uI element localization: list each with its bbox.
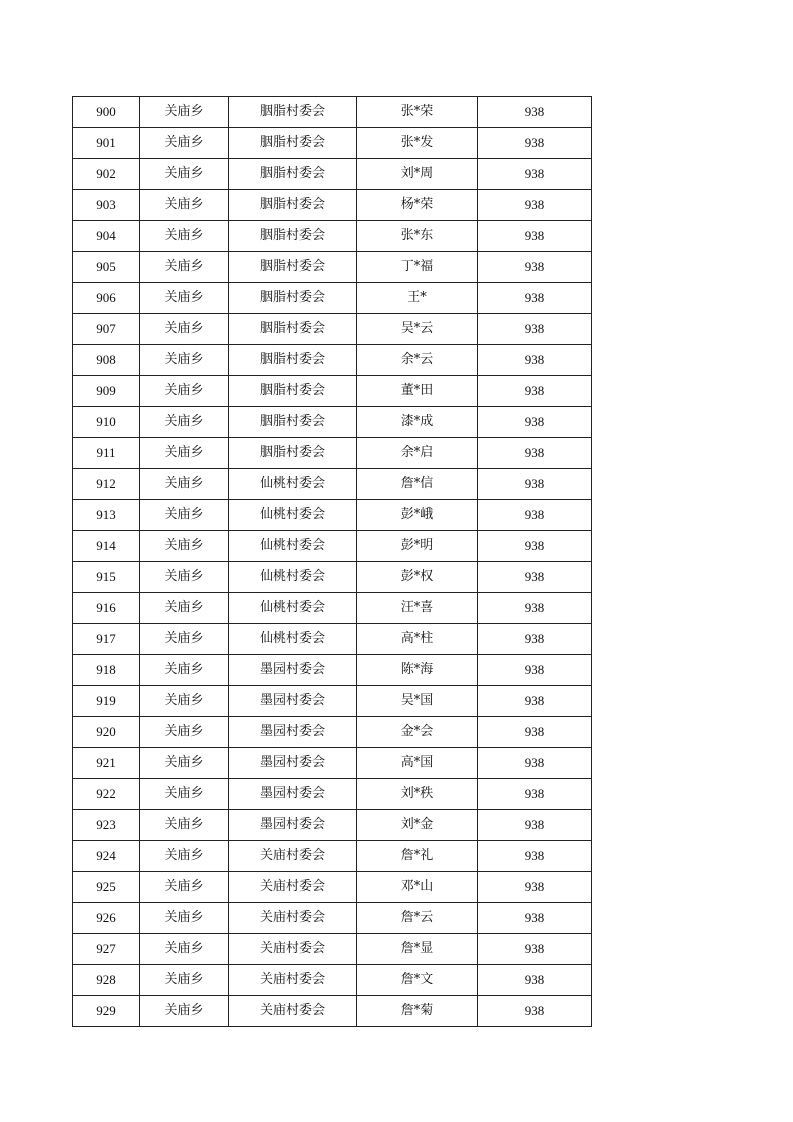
village-committee-cell: 胭脂村委会 [229,314,357,345]
table-row [73,190,592,221]
amount-cell: 938 [478,686,592,717]
table-row [73,469,592,500]
village-committee-cell: 胭脂村委会 [229,283,357,314]
table-row [73,159,592,190]
township-cell: 关庙乡 [140,562,229,593]
table-row [73,903,592,934]
serial-number-cell: 919 [73,686,140,717]
table-row [73,748,592,779]
village-committee-cell: 关庙村委会 [229,996,357,1027]
table-row [73,872,592,903]
person-name-cell: 漆*成 [357,407,478,438]
person-name-cell: 张*荣 [357,97,478,128]
person-name-cell: 丁*福 [357,252,478,283]
amount-cell: 938 [478,562,592,593]
village-committee-cell: 关庙村委会 [229,934,357,965]
village-committee-cell: 胭脂村委会 [229,97,357,128]
village-committee-cell: 关庙村委会 [229,965,357,996]
amount-cell: 938 [478,345,592,376]
person-name-cell: 高*柱 [357,624,478,655]
table-row [73,531,592,562]
amount-cell: 938 [478,934,592,965]
serial-number-cell: 922 [73,779,140,810]
serial-number-cell: 906 [73,283,140,314]
amount-cell: 938 [478,407,592,438]
amount-cell: 938 [478,872,592,903]
table-row [73,810,592,841]
person-name-cell: 邓*山 [357,872,478,903]
township-cell: 关庙乡 [140,624,229,655]
person-name-cell: 金*会 [357,717,478,748]
village-committee-cell: 仙桃村委会 [229,562,357,593]
serial-number-cell: 913 [73,500,140,531]
table-row [73,562,592,593]
subsidy-list-table [72,96,592,1027]
serial-number-cell: 907 [73,314,140,345]
township-cell: 关庙乡 [140,407,229,438]
person-name-cell: 董*田 [357,376,478,407]
table-row [73,686,592,717]
amount-cell: 938 [478,314,592,345]
serial-number-cell: 918 [73,655,140,686]
serial-number-cell: 924 [73,841,140,872]
serial-number-cell: 914 [73,531,140,562]
serial-number-cell: 920 [73,717,140,748]
village-committee-cell: 胭脂村委会 [229,252,357,283]
village-committee-cell: 胭脂村委会 [229,159,357,190]
table-row [73,221,592,252]
village-committee-cell: 仙桃村委会 [229,469,357,500]
table-body [73,97,592,1027]
serial-number-cell: 900 [73,97,140,128]
township-cell: 关庙乡 [140,996,229,1027]
amount-cell: 938 [478,810,592,841]
person-name-cell: 高*国 [357,748,478,779]
serial-number-cell: 904 [73,221,140,252]
person-name-cell: 彭*权 [357,562,478,593]
village-committee-cell: 墨园村委会 [229,717,357,748]
table-row [73,779,592,810]
village-committee-cell: 胭脂村委会 [229,190,357,221]
village-committee-cell: 关庙村委会 [229,872,357,903]
township-cell: 关庙乡 [140,221,229,252]
table-row [73,97,592,128]
township-cell: 关庙乡 [140,655,229,686]
amount-cell: 938 [478,500,592,531]
person-name-cell: 余*云 [357,345,478,376]
township-cell: 关庙乡 [140,345,229,376]
table-row [73,314,592,345]
table-row [73,376,592,407]
village-committee-cell: 仙桃村委会 [229,500,357,531]
township-cell: 关庙乡 [140,748,229,779]
township-cell: 关庙乡 [140,314,229,345]
table-row [73,655,592,686]
serial-number-cell: 901 [73,128,140,159]
township-cell: 关庙乡 [140,190,229,221]
amount-cell: 938 [478,376,592,407]
serial-number-cell: 927 [73,934,140,965]
village-committee-cell: 胭脂村委会 [229,221,357,252]
serial-number-cell: 921 [73,748,140,779]
amount-cell: 938 [478,779,592,810]
table-row [73,841,592,872]
person-name-cell: 詹*文 [357,965,478,996]
township-cell: 关庙乡 [140,934,229,965]
village-committee-cell: 关庙村委会 [229,841,357,872]
table-row [73,934,592,965]
village-committee-cell: 墨园村委会 [229,748,357,779]
amount-cell: 938 [478,97,592,128]
serial-number-cell: 911 [73,438,140,469]
serial-number-cell: 908 [73,345,140,376]
table-row [73,283,592,314]
village-committee-cell: 墨园村委会 [229,810,357,841]
amount-cell: 938 [478,903,592,934]
township-cell: 关庙乡 [140,779,229,810]
township-cell: 关庙乡 [140,686,229,717]
amount-cell: 938 [478,128,592,159]
township-cell: 关庙乡 [140,841,229,872]
person-name-cell: 吴*国 [357,686,478,717]
township-cell: 关庙乡 [140,810,229,841]
person-name-cell: 陈*海 [357,655,478,686]
serial-number-cell: 909 [73,376,140,407]
village-committee-cell: 胭脂村委会 [229,376,357,407]
village-committee-cell: 胭脂村委会 [229,407,357,438]
person-name-cell: 刘*周 [357,159,478,190]
township-cell: 关庙乡 [140,872,229,903]
table-row [73,996,592,1027]
township-cell: 关庙乡 [140,159,229,190]
amount-cell: 938 [478,531,592,562]
amount-cell: 938 [478,748,592,779]
person-name-cell: 詹*信 [357,469,478,500]
table-row [73,624,592,655]
person-name-cell: 王* [357,283,478,314]
township-cell: 关庙乡 [140,717,229,748]
person-name-cell: 詹*菊 [357,996,478,1027]
township-cell: 关庙乡 [140,965,229,996]
serial-number-cell: 905 [73,252,140,283]
person-name-cell: 詹*云 [357,903,478,934]
serial-number-cell: 917 [73,624,140,655]
table-row [73,438,592,469]
township-cell: 关庙乡 [140,593,229,624]
table-row [73,128,592,159]
person-name-cell: 彭*峨 [357,500,478,531]
table-row [73,252,592,283]
serial-number-cell: 910 [73,407,140,438]
village-committee-cell: 胭脂村委会 [229,128,357,159]
serial-number-cell: 903 [73,190,140,221]
amount-cell: 938 [478,221,592,252]
person-name-cell: 彭*明 [357,531,478,562]
serial-number-cell: 916 [73,593,140,624]
person-name-cell: 吴*云 [357,314,478,345]
amount-cell: 938 [478,438,592,469]
village-committee-cell: 仙桃村委会 [229,593,357,624]
amount-cell: 938 [478,624,592,655]
person-name-cell: 汪*喜 [357,593,478,624]
amount-cell: 938 [478,190,592,221]
serial-number-cell: 915 [73,562,140,593]
township-cell: 关庙乡 [140,903,229,934]
township-cell: 关庙乡 [140,438,229,469]
village-committee-cell: 墨园村委会 [229,686,357,717]
amount-cell: 938 [478,717,592,748]
serial-number-cell: 902 [73,159,140,190]
township-cell: 关庙乡 [140,97,229,128]
serial-number-cell: 925 [73,872,140,903]
village-committee-cell: 墨园村委会 [229,779,357,810]
person-name-cell: 张*发 [357,128,478,159]
village-committee-cell: 墨园村委会 [229,655,357,686]
amount-cell: 938 [478,996,592,1027]
village-committee-cell: 胭脂村委会 [229,345,357,376]
village-committee-cell: 胭脂村委会 [229,438,357,469]
township-cell: 关庙乡 [140,376,229,407]
amount-cell: 938 [478,655,592,686]
person-name-cell: 刘*秩 [357,779,478,810]
village-committee-cell: 关庙村委会 [229,903,357,934]
table-row [73,593,592,624]
person-name-cell: 张*东 [357,221,478,252]
township-cell: 关庙乡 [140,283,229,314]
person-name-cell: 杨*荣 [357,190,478,221]
amount-cell: 938 [478,469,592,500]
serial-number-cell: 929 [73,996,140,1027]
amount-cell: 938 [478,965,592,996]
amount-cell: 938 [478,252,592,283]
serial-number-cell: 928 [73,965,140,996]
serial-number-cell: 923 [73,810,140,841]
township-cell: 关庙乡 [140,531,229,562]
table-row [73,965,592,996]
village-committee-cell: 仙桃村委会 [229,624,357,655]
village-committee-cell: 仙桃村委会 [229,531,357,562]
township-cell: 关庙乡 [140,500,229,531]
person-name-cell: 詹*显 [357,934,478,965]
township-cell: 关庙乡 [140,252,229,283]
table-row [73,345,592,376]
township-cell: 关庙乡 [140,128,229,159]
serial-number-cell: 926 [73,903,140,934]
serial-number-cell: 912 [73,469,140,500]
amount-cell: 938 [478,159,592,190]
person-name-cell: 刘*金 [357,810,478,841]
table-row [73,717,592,748]
person-name-cell: 詹*礼 [357,841,478,872]
person-name-cell: 余*启 [357,438,478,469]
table-row [73,500,592,531]
table-row [73,407,592,438]
amount-cell: 938 [478,283,592,314]
amount-cell: 938 [478,841,592,872]
township-cell: 关庙乡 [140,469,229,500]
amount-cell: 938 [478,593,592,624]
